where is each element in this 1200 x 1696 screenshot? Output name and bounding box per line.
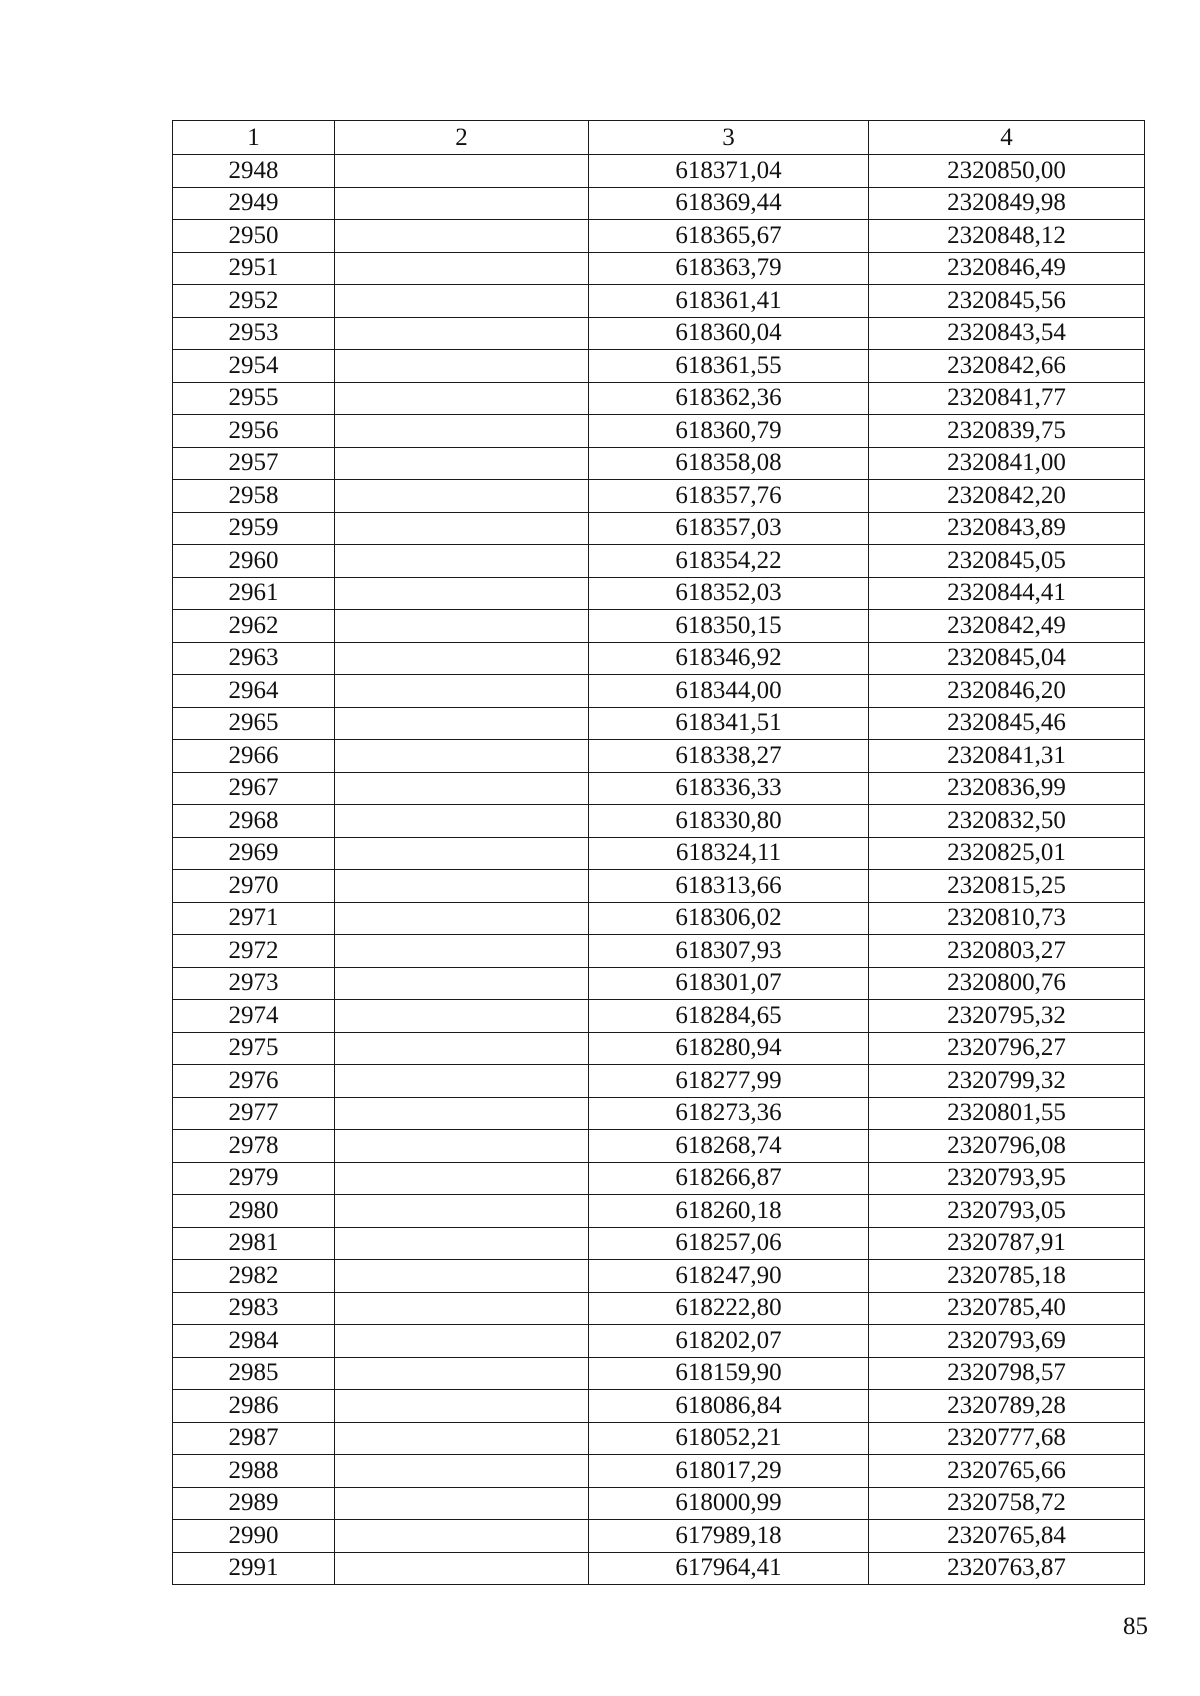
table-row [173, 577, 1145, 610]
coordinate-y-cell: 2320785,40 [869, 1292, 1145, 1325]
coordinate-y-cell: 2320795,32 [869, 1000, 1145, 1033]
coordinate-y-cell: 2320849,98 [869, 187, 1145, 220]
coordinate-y-cell: 2320810,73 [869, 902, 1145, 935]
point-number-cell: 2949 [173, 187, 335, 220]
coordinate-x-cell: 618284,65 [589, 1000, 869, 1033]
table-row [173, 1000, 1145, 1033]
point-number-cell: 2960 [173, 545, 335, 578]
coordinate-x-cell: 618324,11 [589, 837, 869, 870]
point-number-cell: 2978 [173, 1130, 335, 1163]
table-row [173, 1195, 1145, 1228]
column-2-cell [335, 805, 589, 838]
table-row [173, 512, 1145, 545]
column-2-cell [335, 480, 589, 513]
coordinate-x-cell: 618247,90 [589, 1260, 869, 1293]
coordinate-y-cell: 2320787,91 [869, 1227, 1145, 1260]
table-row [173, 1130, 1145, 1163]
table-row [173, 642, 1145, 675]
table-row [173, 837, 1145, 870]
table-row [173, 1455, 1145, 1488]
point-number-cell: 2979 [173, 1162, 335, 1195]
coordinate-x-cell: 618344,00 [589, 675, 869, 708]
coordinate-x-cell: 618357,76 [589, 480, 869, 513]
column-2-cell [335, 447, 589, 480]
column-2-cell [335, 935, 589, 968]
coordinate-y-cell: 2320798,57 [869, 1357, 1145, 1390]
coordinate-y-cell: 2320796,27 [869, 1032, 1145, 1065]
column-2-cell [335, 545, 589, 578]
column-2-cell [335, 870, 589, 903]
point-number-cell: 2973 [173, 967, 335, 1000]
point-number-cell: 2990 [173, 1520, 335, 1553]
table-row [173, 740, 1145, 773]
point-number-cell: 2962 [173, 610, 335, 643]
table-row [173, 155, 1145, 188]
coordinate-y-cell: 2320845,05 [869, 545, 1145, 578]
coordinate-y-cell: 2320841,31 [869, 740, 1145, 773]
coordinate-y-cell: 2320799,32 [869, 1065, 1145, 1098]
table-row [173, 1552, 1145, 1585]
coordinate-y-cell: 2320841,00 [869, 447, 1145, 480]
coordinate-y-cell: 2320839,75 [869, 415, 1145, 448]
point-number-cell: 2948 [173, 155, 335, 188]
point-number-cell: 2989 [173, 1487, 335, 1520]
coordinate-x-cell: 618358,08 [589, 447, 869, 480]
point-number-cell: 2987 [173, 1422, 335, 1455]
column-2-cell [335, 1487, 589, 1520]
point-number-cell: 2969 [173, 837, 335, 870]
point-number-cell: 2991 [173, 1552, 335, 1585]
coordinate-x-cell: 618266,87 [589, 1162, 869, 1195]
coordinate-x-cell: 618361,41 [589, 285, 869, 318]
point-number-cell: 2954 [173, 350, 335, 383]
coordinate-x-cell: 618338,27 [589, 740, 869, 773]
table-row [173, 707, 1145, 740]
coordinate-x-cell: 618336,33 [589, 772, 869, 805]
coordinate-y-cell: 2320845,56 [869, 285, 1145, 318]
table-row [173, 1487, 1145, 1520]
table-row [173, 805, 1145, 838]
coordinate-x-cell: 618202,07 [589, 1325, 869, 1358]
point-number-cell: 2961 [173, 577, 335, 610]
coordinate-x-cell: 618273,36 [589, 1097, 869, 1130]
column-2-cell [335, 1260, 589, 1293]
table-row [173, 350, 1145, 383]
coordinate-x-cell: 618361,55 [589, 350, 869, 383]
coordinate-y-cell: 2320815,25 [869, 870, 1145, 903]
table-row [173, 1422, 1145, 1455]
coordinate-x-cell: 618307,93 [589, 935, 869, 968]
table-row [173, 545, 1145, 578]
column-header-3: 3 [589, 121, 869, 155]
coordinate-x-cell: 618365,67 [589, 220, 869, 253]
table-row [173, 1325, 1145, 1358]
coordinate-x-cell: 618222,80 [589, 1292, 869, 1325]
coordinate-y-cell: 2320850,00 [869, 155, 1145, 188]
coordinate-x-cell: 618000,99 [589, 1487, 869, 1520]
coordinate-x-cell: 618313,66 [589, 870, 869, 903]
coordinate-y-cell: 2320842,66 [869, 350, 1145, 383]
column-2-cell [335, 1065, 589, 1098]
coordinate-y-cell: 2320846,20 [869, 675, 1145, 708]
coordinate-y-cell: 2320845,46 [869, 707, 1145, 740]
coordinate-y-cell: 2320777,68 [869, 1422, 1145, 1455]
coordinate-y-cell: 2320844,41 [869, 577, 1145, 610]
table-row [173, 252, 1145, 285]
coordinate-y-cell: 2320848,12 [869, 220, 1145, 253]
point-number-cell: 2952 [173, 285, 335, 318]
table-row [173, 772, 1145, 805]
coordinate-y-cell: 2320765,66 [869, 1455, 1145, 1488]
column-2-cell [335, 707, 589, 740]
coordinate-y-cell: 2320800,76 [869, 967, 1145, 1000]
column-2-cell [335, 675, 589, 708]
table-row [173, 1292, 1145, 1325]
coordinate-x-cell: 618277,99 [589, 1065, 869, 1098]
column-2-cell [335, 187, 589, 220]
point-number-cell: 2956 [173, 415, 335, 448]
table-row [173, 902, 1145, 935]
table-row [173, 1227, 1145, 1260]
column-2-cell [335, 350, 589, 383]
column-2-cell [335, 1520, 589, 1553]
coordinate-y-cell: 2320801,55 [869, 1097, 1145, 1130]
column-2-cell [335, 577, 589, 610]
coordinate-y-cell: 2320793,05 [869, 1195, 1145, 1228]
column-2-cell [335, 902, 589, 935]
point-number-cell: 2953 [173, 317, 335, 350]
coordinate-x-cell: 618363,79 [589, 252, 869, 285]
coordinate-y-cell: 2320845,04 [869, 642, 1145, 675]
point-number-cell: 2955 [173, 382, 335, 415]
point-number-cell: 2982 [173, 1260, 335, 1293]
coordinate-y-cell: 2320841,77 [869, 382, 1145, 415]
point-number-cell: 2983 [173, 1292, 335, 1325]
column-2-cell [335, 772, 589, 805]
coordinate-y-cell: 2320785,18 [869, 1260, 1145, 1293]
column-2-cell [335, 1227, 589, 1260]
column-2-cell [335, 1292, 589, 1325]
column-2-cell [335, 1097, 589, 1130]
coordinates-table [172, 120, 1145, 1585]
coordinate-y-cell: 2320763,87 [869, 1552, 1145, 1585]
coordinate-y-cell: 2320758,72 [869, 1487, 1145, 1520]
column-2-cell [335, 1455, 589, 1488]
coordinate-x-cell: 618159,90 [589, 1357, 869, 1390]
table-row [173, 317, 1145, 350]
table-row [173, 1390, 1145, 1423]
column-2-cell [335, 285, 589, 318]
table-row [173, 1097, 1145, 1130]
coordinate-x-cell: 618330,80 [589, 805, 869, 838]
point-number-cell: 2965 [173, 707, 335, 740]
coordinate-x-cell: 618346,92 [589, 642, 869, 675]
column-2-cell [335, 837, 589, 870]
coordinate-x-cell: 618352,03 [589, 577, 869, 610]
table-row [173, 1520, 1145, 1553]
point-number-cell: 2970 [173, 870, 335, 903]
coordinate-x-cell: 618280,94 [589, 1032, 869, 1065]
point-number-cell: 2959 [173, 512, 335, 545]
column-2-cell [335, 155, 589, 188]
point-number-cell: 2977 [173, 1097, 335, 1130]
column-2-cell [335, 220, 589, 253]
header-row [173, 121, 1145, 155]
point-number-cell: 2950 [173, 220, 335, 253]
point-number-cell: 2988 [173, 1455, 335, 1488]
point-number-cell: 2974 [173, 1000, 335, 1033]
column-header-2: 2 [335, 121, 589, 155]
column-header-4: 4 [869, 121, 1145, 155]
coordinate-x-cell: 618306,02 [589, 902, 869, 935]
table-row [173, 1260, 1145, 1293]
table-row [173, 1065, 1145, 1098]
coordinate-y-cell: 2320842,49 [869, 610, 1145, 643]
coordinate-x-cell: 618369,44 [589, 187, 869, 220]
column-2-cell [335, 740, 589, 773]
coordinate-x-cell: 618052,21 [589, 1422, 869, 1455]
point-number-cell: 2971 [173, 902, 335, 935]
column-2-cell [335, 1195, 589, 1228]
column-2-cell [335, 1552, 589, 1585]
coordinate-x-cell: 618301,07 [589, 967, 869, 1000]
coordinate-x-cell: 618341,51 [589, 707, 869, 740]
coordinate-y-cell: 2320843,54 [869, 317, 1145, 350]
point-number-cell: 2951 [173, 252, 335, 285]
coordinate-y-cell: 2320765,84 [869, 1520, 1145, 1553]
table-row [173, 187, 1145, 220]
table-row [173, 1357, 1145, 1390]
point-number-cell: 2968 [173, 805, 335, 838]
coordinate-x-cell: 618360,04 [589, 317, 869, 350]
column-2-cell [335, 642, 589, 675]
column-2-cell [335, 1162, 589, 1195]
table-body [173, 155, 1145, 1585]
coordinate-x-cell: 617964,41 [589, 1552, 869, 1585]
table-row [173, 870, 1145, 903]
table-row [173, 480, 1145, 513]
coordinate-y-cell: 2320836,99 [869, 772, 1145, 805]
coordinate-y-cell: 2320793,69 [869, 1325, 1145, 1358]
coordinate-y-cell: 2320825,01 [869, 837, 1145, 870]
coordinate-x-cell: 618357,03 [589, 512, 869, 545]
table-row [173, 447, 1145, 480]
coordinate-x-cell: 618017,29 [589, 1455, 869, 1488]
point-number-cell: 2966 [173, 740, 335, 773]
coordinate-y-cell: 2320796,08 [869, 1130, 1145, 1163]
coordinate-x-cell: 618260,18 [589, 1195, 869, 1228]
point-number-cell: 2957 [173, 447, 335, 480]
column-2-cell [335, 317, 589, 350]
point-number-cell: 2985 [173, 1357, 335, 1390]
table-row [173, 285, 1145, 318]
column-2-cell [335, 252, 589, 285]
coordinate-y-cell: 2320803,27 [869, 935, 1145, 968]
point-number-cell: 2984 [173, 1325, 335, 1358]
point-number-cell: 2981 [173, 1227, 335, 1260]
coordinate-x-cell: 618257,06 [589, 1227, 869, 1260]
column-2-cell [335, 382, 589, 415]
column-2-cell [335, 1390, 589, 1423]
point-number-cell: 2963 [173, 642, 335, 675]
coordinate-x-cell: 617989,18 [589, 1520, 869, 1553]
column-2-cell [335, 1130, 589, 1163]
coordinate-x-cell: 618360,79 [589, 415, 869, 448]
point-number-cell: 2972 [173, 935, 335, 968]
table-row [173, 382, 1145, 415]
column-2-cell [335, 1032, 589, 1065]
column-2-cell [335, 967, 589, 1000]
table-row [173, 220, 1145, 253]
column-2-cell [335, 415, 589, 448]
coordinate-x-cell: 618371,04 [589, 155, 869, 188]
table-row [173, 1032, 1145, 1065]
table-row [173, 935, 1145, 968]
column-2-cell [335, 1000, 589, 1033]
column-2-cell [335, 1357, 589, 1390]
coordinate-x-cell: 618362,36 [589, 382, 869, 415]
column-header-1: 1 [173, 121, 335, 155]
point-number-cell: 2986 [173, 1390, 335, 1423]
column-2-cell [335, 512, 589, 545]
point-number-cell: 2964 [173, 675, 335, 708]
point-number-cell: 2980 [173, 1195, 335, 1228]
point-number-cell: 2976 [173, 1065, 335, 1098]
point-number-cell: 2967 [173, 772, 335, 805]
coordinate-x-cell: 618354,22 [589, 545, 869, 578]
coordinate-x-cell: 618086,84 [589, 1390, 869, 1423]
page-number: 85 [1123, 1613, 1148, 1640]
column-2-cell [335, 1325, 589, 1358]
coordinate-y-cell: 2320789,28 [869, 1390, 1145, 1423]
coordinate-x-cell: 618268,74 [589, 1130, 869, 1163]
coordinate-y-cell: 2320843,89 [869, 512, 1145, 545]
point-number-cell: 2975 [173, 1032, 335, 1065]
coordinate-y-cell: 2320842,20 [869, 480, 1145, 513]
column-2-cell [335, 610, 589, 643]
table-row [173, 415, 1145, 448]
coordinate-y-cell: 2320832,50 [869, 805, 1145, 838]
point-number-cell: 2958 [173, 480, 335, 513]
coordinate-y-cell: 2320793,95 [869, 1162, 1145, 1195]
coordinate-x-cell: 618350,15 [589, 610, 869, 643]
table-row [173, 1162, 1145, 1195]
column-2-cell [335, 1422, 589, 1455]
table-row [173, 675, 1145, 708]
table-row [173, 610, 1145, 643]
table-row [173, 967, 1145, 1000]
table-header [173, 121, 1145, 155]
coordinate-y-cell: 2320846,49 [869, 252, 1145, 285]
